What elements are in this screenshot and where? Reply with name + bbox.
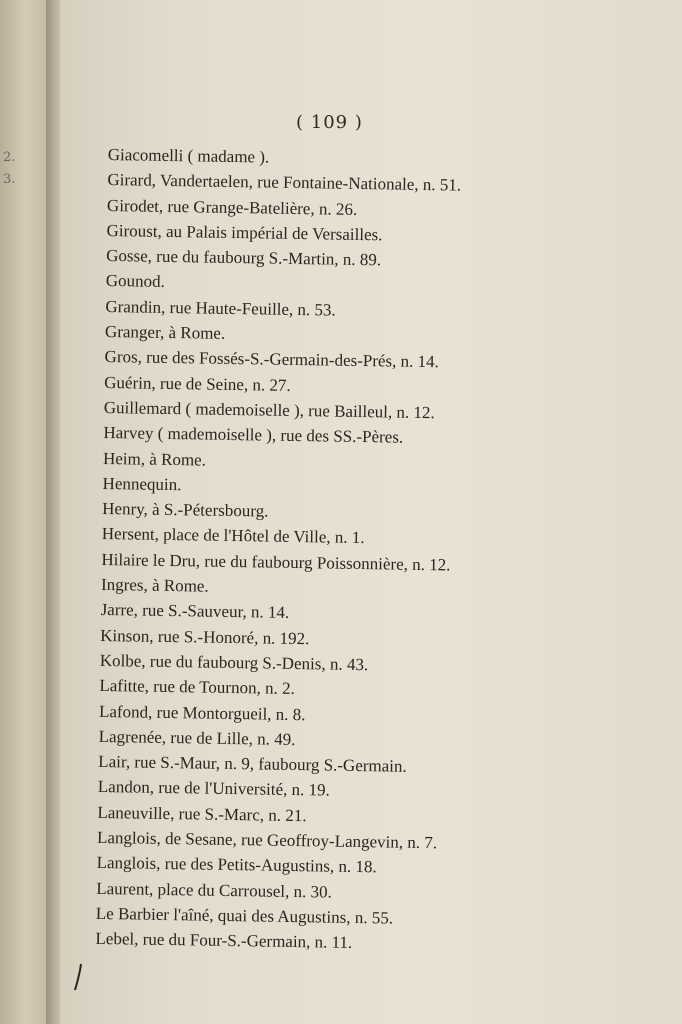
list-entry: Guillemard ( mademoiselle ), rue Bailleul, n. 12. [103,397,435,423]
book-page [60,0,682,1024]
list-entry: Laurent, place du Carrousel, n. 30. [96,878,332,902]
list-entry: Gosse, rue du faubourg S.-Martin, n. 89. [106,246,382,270]
list-entry: Ingres, à Rome. [100,574,209,596]
list-entry: Lafitte, rue de Tournon, n. 2. [99,676,295,699]
list-entry: Hilaire le Dru, rue du faubourg Poissonnière, n. 12. [101,549,451,575]
list-entry: Laneuville, rue S.-Marc, n. 21. [97,802,307,825]
list-entry: Granger, à Rome. [104,322,226,343]
list-entry: Hennequin. [102,473,182,495]
list-entry: Lair, rue S.-Maur, n. 9, faubourg S.-Germain. [98,752,407,776]
list-entry: Henry, à S.-Pétersbourg. [102,499,269,521]
list-entry: Kinson, rue S.-Honoré, n. 192. [100,625,310,648]
list-entry: Heim, à Rome. [102,448,207,470]
list-entry: Grandin, rue Haute-Feuille, n. 53. [105,296,336,320]
list-entry: Guérin, rue de Seine, n. 27. [104,372,291,395]
list-entry: Giacomelli ( madame ). [107,144,270,167]
list-entry: Langlois, rue des Petits-Augustins, n. 18. [96,853,377,877]
list-entry: Girodet, rue Grange-Batelière, n. 26. [106,195,358,219]
margin-mark: 2. [3,150,16,165]
list-entry: Langlois, de Sesane, rue Geoffroy-Langevin, n. 7. [96,827,438,853]
list-entry: Landon, rue de l'Université, n. 19. [97,777,331,800]
list-entry: Le Barbier l'aîné, quai des Augustins, n. 55. [95,903,394,928]
list-entry: Gounod. [105,271,165,292]
list-entry: Lebel, rue du Four-S.-Germain, n. 11. [95,929,353,953]
margin-mark: 3. [3,172,16,187]
list-entry: Girard, Vandertaelen, rue Fontaine-Nationale, n. 51. [107,170,462,195]
pencil-mark-icon [72,962,86,992]
list-entry: Giroust, au Palais impérial de Versailles. [106,220,383,245]
list-entry: Hersent, place de l'Hôtel de Ville, n. 1. [101,524,365,548]
page-number: ( 109 ) [296,112,363,133]
list-entry: Lagrenée, rue de Lille, n. 49. [98,726,296,749]
address-list [95,142,668,960]
list-entry: Harvey ( mademoiselle ), rue des SS.-Pères. [103,423,404,447]
list-entry: Jarre, rue S.-Sauveur, n. 14. [100,600,290,623]
list-entry: Lafond, rue Montorgueil, n. 8. [98,701,306,724]
facing-page-edge [0,0,48,1024]
list-entry: Gros, rue des Fossés-S.-Germain-des-Prés, n. 14. [104,347,440,372]
list-entry: Kolbe, rue du faubourg S.-Denis, n. 43. [99,650,369,675]
